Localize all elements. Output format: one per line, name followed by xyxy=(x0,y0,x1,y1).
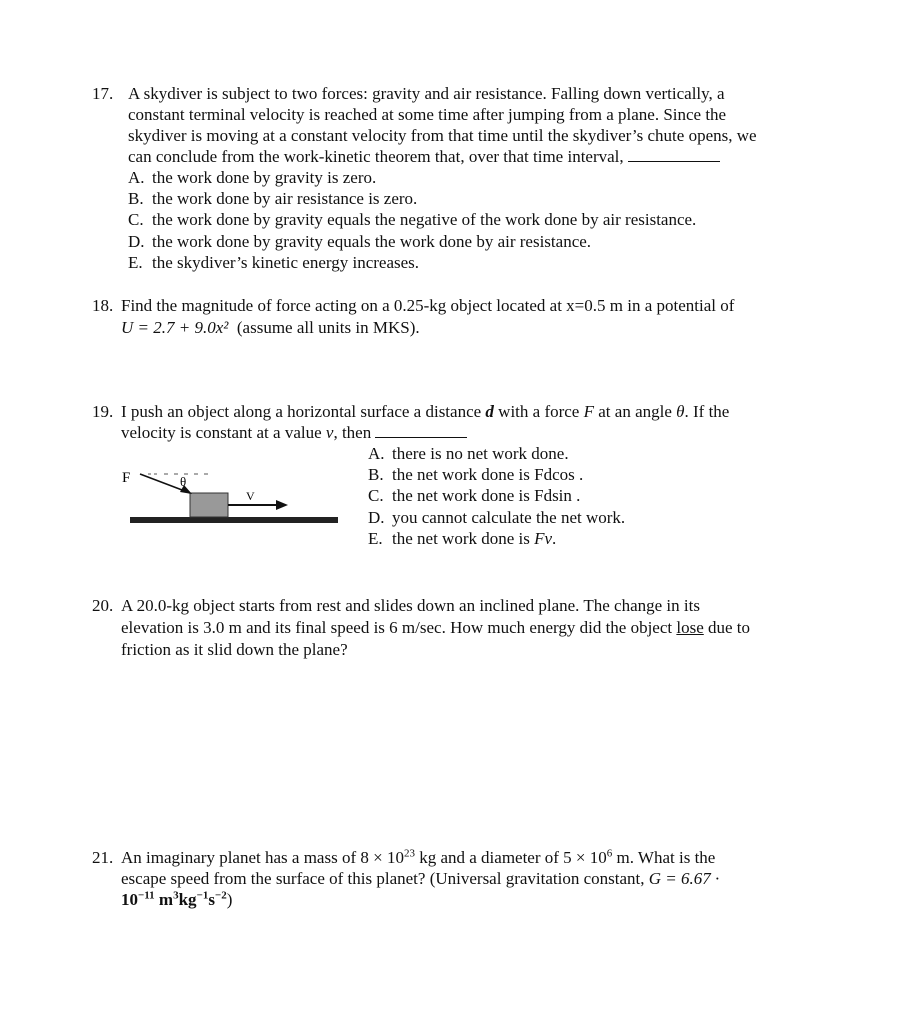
question-text-line: $10^{-11}$ $m^3kg^{-1}s^{-2}$) xyxy=(121,889,233,909)
potential-equation: U = 2.7 + 9.0x² xyxy=(121,318,229,337)
question-text-line: escape speed from the surface of this planet? (Universal gravitation constant, G = 6.67 · xyxy=(121,869,720,888)
question-number: 21. xyxy=(92,848,114,867)
option-e: E. the skydiver’s kinetic energy increases. xyxy=(128,253,420,272)
option-d: D. you cannot calculate the net work. xyxy=(368,508,626,527)
question-text-line: A skydiver is subject to two forces: gravity and air resistance. Falling down vertically, a xyxy=(128,84,725,103)
question-text-line: elevation is 3.0 m and its final speed is 6 m/sec. How much energy did the object lose due to xyxy=(121,618,751,637)
question-text-line: An imaginary planet has a mass of $8 \times 10^{23}$ kg and a diameter of $5 \times 10^6$ m. What is the xyxy=(121,847,716,867)
question-number: 19. xyxy=(92,402,114,421)
option-b: B. the work done by air resistance is zero. xyxy=(128,189,418,208)
question-number: 17. xyxy=(92,84,114,103)
option-a: A. there is no net work done. xyxy=(368,444,569,463)
question-text-line: skydiver is moving at a constant velocity from that time until the skydiver’s chute opens, we xyxy=(128,126,757,145)
question-number: 20. xyxy=(92,596,114,615)
question-text-line: velocity is constant at a value v, then xyxy=(121,422,467,443)
option-d: D. the work done by gravity equals the work done by air resistance. xyxy=(128,232,592,251)
option-c: C. the work done by gravity equals the negative of the work done by air resistance. xyxy=(128,210,697,229)
question-text-line: constant terminal velocity is reached at some time after jumping from a plane. Since the xyxy=(128,105,727,124)
answer-blank xyxy=(375,423,467,438)
velocity-arrowhead-icon xyxy=(276,500,288,510)
angle-label: θ xyxy=(180,474,187,489)
force-diagram xyxy=(110,458,350,530)
question-text-line: friction as it slid down the plane? xyxy=(121,640,348,659)
question-number: 18. xyxy=(92,296,114,315)
option-e: E. the net work done is Fv. xyxy=(368,529,557,548)
answer-blank xyxy=(628,147,720,162)
horizontal-surface xyxy=(130,517,338,523)
force-label: F xyxy=(122,470,131,486)
pushed-block xyxy=(190,493,228,517)
option-a: A. the work done by gravity is zero. xyxy=(128,168,377,187)
option-b: B. the net work done is Fdcos . xyxy=(368,465,584,484)
question-text-line: U = 2.7 + 9.0x² (assume all units in MKS). xyxy=(121,318,420,337)
question-text-line: can conclude from the work-kinetic theorem that, over that time interval, xyxy=(128,146,720,167)
option-c: C. the net work done is Fdsin . xyxy=(368,486,581,505)
velocity-label: V xyxy=(246,489,255,503)
question-text-line: A 20.0-kg object starts from rest and slides down an inclined plane. The change in its xyxy=(121,596,700,615)
question-text-line: I push an object along a horizontal surface a distance d with a force F at an angle θ. If the xyxy=(121,402,730,421)
question-text-line: Find the magnitude of force acting on a 0.25-kg object located at x=0.5 m in a potential of xyxy=(121,296,735,315)
